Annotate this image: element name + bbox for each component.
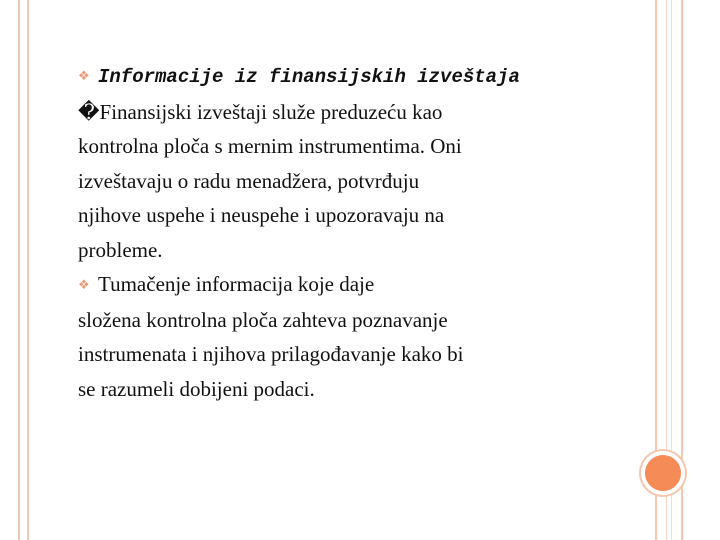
paragraph-line: njihove uspehe i neuspehe i upozoravaju na: [78, 203, 445, 227]
slide-content: [78, 58, 538, 406]
paragraph-line: probleme.: [78, 237, 163, 262]
bullet-line: [78, 267, 538, 303]
heading-line: [78, 58, 538, 95]
left-decorative-bar-inner: [27, 0, 29, 540]
paragraph-line: se razumeli dobijeni podaci.: [78, 376, 315, 401]
leaf-bullet-icon: ❖: [78, 277, 90, 292]
paragraph-line: �Finansijski izveštaji služe preduzeću kao: [78, 99, 443, 124]
leaf-bullet-icon: ❖: [78, 68, 90, 83]
paragraph-line: izveštavaju o radu menadžera, potvrđuju: [78, 168, 420, 193]
slide-heading: Informacije iz finansijskih izveštaja: [98, 66, 520, 88]
paragraph-line: složena kontrolna ploča zahteva poznavanje: [78, 307, 448, 332]
paragraph-line: kontrolna ploča s mernim instrumentima. Oni: [78, 134, 462, 158]
decorative-circle: [641, 451, 685, 495]
left-decorative-bar: [18, 0, 20, 540]
paragraph-line: instrumenata i njihova prilagođavanje kako bi: [78, 342, 464, 366]
bullet-text: Tumačenje informacija koje daje: [98, 272, 375, 296]
